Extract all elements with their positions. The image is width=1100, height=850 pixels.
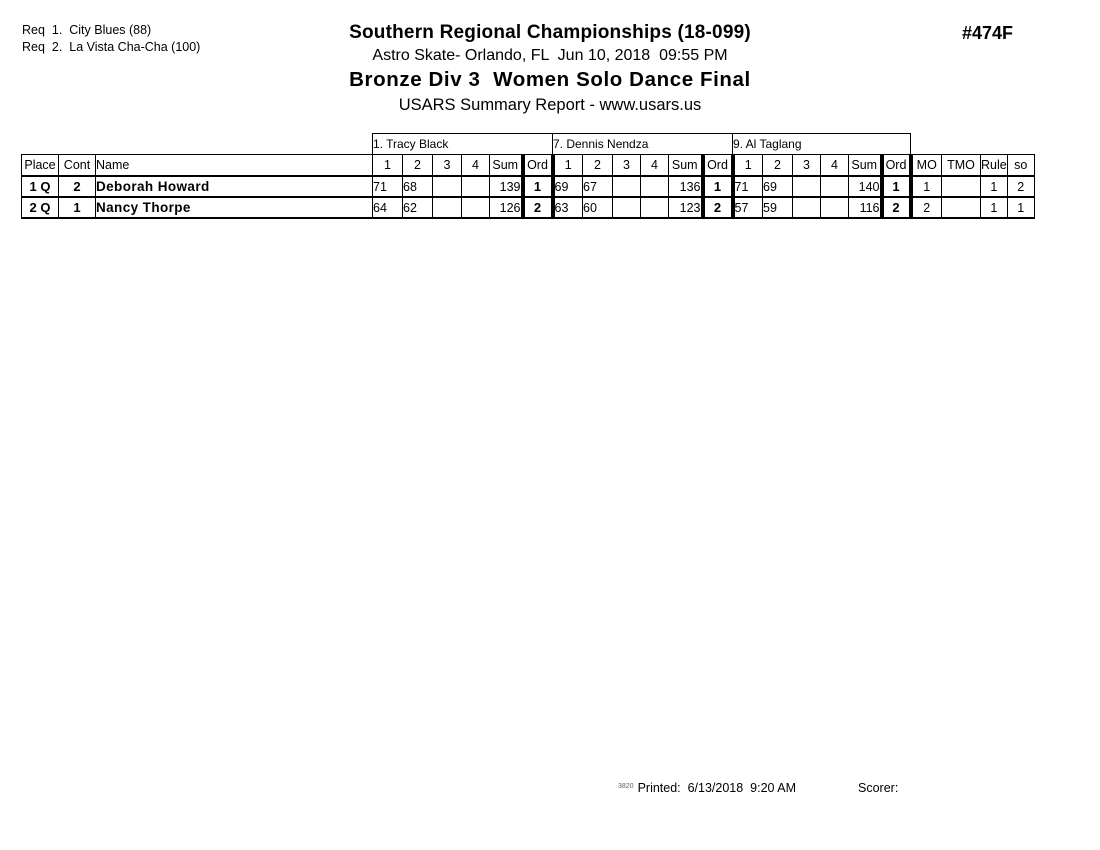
column-header-j3-ord: Ord xyxy=(882,155,911,177)
j3-mark4-cell xyxy=(821,176,849,197)
j2-mark3-cell xyxy=(613,197,641,218)
mo-cell: 1 xyxy=(911,176,942,197)
j1-ord-cell: 2 xyxy=(523,197,553,218)
column-header-j1-mark2: 2 xyxy=(403,155,433,177)
column-header-name: Name xyxy=(96,155,373,177)
j1-sum-cell: 139 xyxy=(490,176,523,197)
j3-ord-cell: 2 xyxy=(882,197,911,218)
j1-mark4-cell xyxy=(462,197,490,218)
print-code: 3820 xyxy=(618,783,634,790)
scorer-label: Scorer: xyxy=(858,781,899,795)
rule-cell: 1 xyxy=(981,197,1008,218)
report-type: USARS Summary Report - www.usars.us xyxy=(398,96,702,114)
column-header-j1-mark3: 3 xyxy=(433,155,462,177)
j1-mark1-cell: 64 xyxy=(373,197,403,218)
j3-sum-cell: 116 xyxy=(849,197,882,218)
j2-ord-cell: 2 xyxy=(703,197,733,218)
judge-header-1: 1. Tracy Black xyxy=(373,134,553,155)
j3-mark2-cell: 69 xyxy=(763,176,793,197)
j2-mark2-cell: 67 xyxy=(583,176,613,197)
column-header-j2-mark2: 2 xyxy=(583,155,613,177)
results-table xyxy=(21,133,1035,219)
column-header-j1-sum: Sum xyxy=(490,155,523,177)
j3-mark2-cell: 59 xyxy=(763,197,793,218)
judge-header-row xyxy=(22,134,1035,155)
tmo-cell xyxy=(942,197,981,218)
column-header-j3-mark1: 1 xyxy=(733,155,763,177)
j2-ord-cell: 1 xyxy=(703,176,733,197)
j2-sum-cell: 123 xyxy=(669,197,703,218)
report-header xyxy=(0,0,1100,115)
column-header-rule: Rule xyxy=(981,155,1008,177)
judge-header-2: 7. Dennis Nendza xyxy=(553,134,733,155)
j3-mark1-cell: 57 xyxy=(733,197,763,218)
j2-mark1-cell: 69 xyxy=(553,176,583,197)
name-cell: Nancy Thorpe xyxy=(96,197,373,218)
column-header-row xyxy=(22,155,1035,177)
j2-mark3-cell xyxy=(613,176,641,197)
place-cell: 1 Q xyxy=(22,176,59,197)
j3-mark3-cell xyxy=(793,197,821,218)
column-header-j3-mark3: 3 xyxy=(793,155,821,177)
column-header-j3-sum: Sum xyxy=(849,155,882,177)
j1-mark4-cell xyxy=(462,176,490,197)
j2-mark4-cell xyxy=(641,176,669,197)
column-header-cont: Cont xyxy=(59,155,96,177)
column-header-j1-mark1: 1 xyxy=(373,155,403,177)
column-header-j3-mark2: 2 xyxy=(763,155,793,177)
column-header-j1-mark4: 4 xyxy=(462,155,490,177)
rule-cell: 1 xyxy=(981,176,1008,197)
page-title: Southern Regional Championships (18-099) xyxy=(349,22,751,43)
venue-date-line: Astro Skate- Orlando, FL Jun 10, 2018 09:55 PM xyxy=(372,47,728,64)
result-row-2 xyxy=(22,197,1035,218)
j2-sum-cell: 136 xyxy=(669,176,703,197)
column-header-mo: MO xyxy=(911,155,942,177)
j1-mark3-cell xyxy=(433,176,462,197)
requirement-line-2: Req 2. La Vista Cha-Cha (100) xyxy=(22,40,201,54)
column-header-j2-mark4: 4 xyxy=(641,155,669,177)
cont-cell: 1 xyxy=(59,197,96,218)
j3-ord-cell: 1 xyxy=(882,176,911,197)
requirement-line-1: Req 1. City Blues (88) xyxy=(22,23,152,37)
printed-label: Printed: 6/13/2018 9:20 AM xyxy=(637,781,797,795)
place-cell: 2 Q xyxy=(22,197,59,218)
j3-mark4-cell xyxy=(821,197,849,218)
j2-mark4-cell xyxy=(641,197,669,218)
j1-ord-cell: 1 xyxy=(523,176,553,197)
column-header-so: so xyxy=(1007,155,1034,177)
judge-header-3: 9. Al Taglang xyxy=(733,134,911,155)
j1-mark3-cell xyxy=(433,197,462,218)
judge-row-spacer-right xyxy=(911,134,1035,155)
tmo-cell xyxy=(942,176,981,197)
column-header-j3-mark4: 4 xyxy=(821,155,849,177)
cont-cell: 2 xyxy=(59,176,96,197)
judge-row-spacer-left xyxy=(22,134,373,155)
j1-mark2-cell: 68 xyxy=(403,176,433,197)
j3-mark1-cell: 71 xyxy=(733,176,763,197)
column-header-j2-mark3: 3 xyxy=(613,155,641,177)
printed-line xyxy=(618,781,796,795)
column-header-j2-mark1: 1 xyxy=(553,155,583,177)
j1-mark2-cell: 62 xyxy=(403,197,433,218)
name-cell: Deborah Howard xyxy=(96,176,373,197)
j1-mark1-cell: 71 xyxy=(373,176,403,197)
j3-mark3-cell xyxy=(793,176,821,197)
column-header-j2-ord: Ord xyxy=(703,155,733,177)
column-header-place: Place xyxy=(22,155,59,177)
column-header-j1-ord: Ord xyxy=(523,155,553,177)
mo-cell: 2 xyxy=(911,197,942,218)
so-cell: 1 xyxy=(1007,197,1034,218)
so-cell: 2 xyxy=(1007,176,1034,197)
result-row-1 xyxy=(22,176,1035,197)
report-number: #474F xyxy=(962,23,1014,43)
j2-mark2-cell: 60 xyxy=(583,197,613,218)
event-name: Bronze Div 3 Women Solo Dance Final xyxy=(349,68,751,91)
j2-mark1-cell: 63 xyxy=(553,197,583,218)
j3-sum-cell: 140 xyxy=(849,176,882,197)
column-header-tmo: TMO xyxy=(942,155,981,177)
column-header-j2-sum: Sum xyxy=(669,155,703,177)
j1-sum-cell: 126 xyxy=(490,197,523,218)
